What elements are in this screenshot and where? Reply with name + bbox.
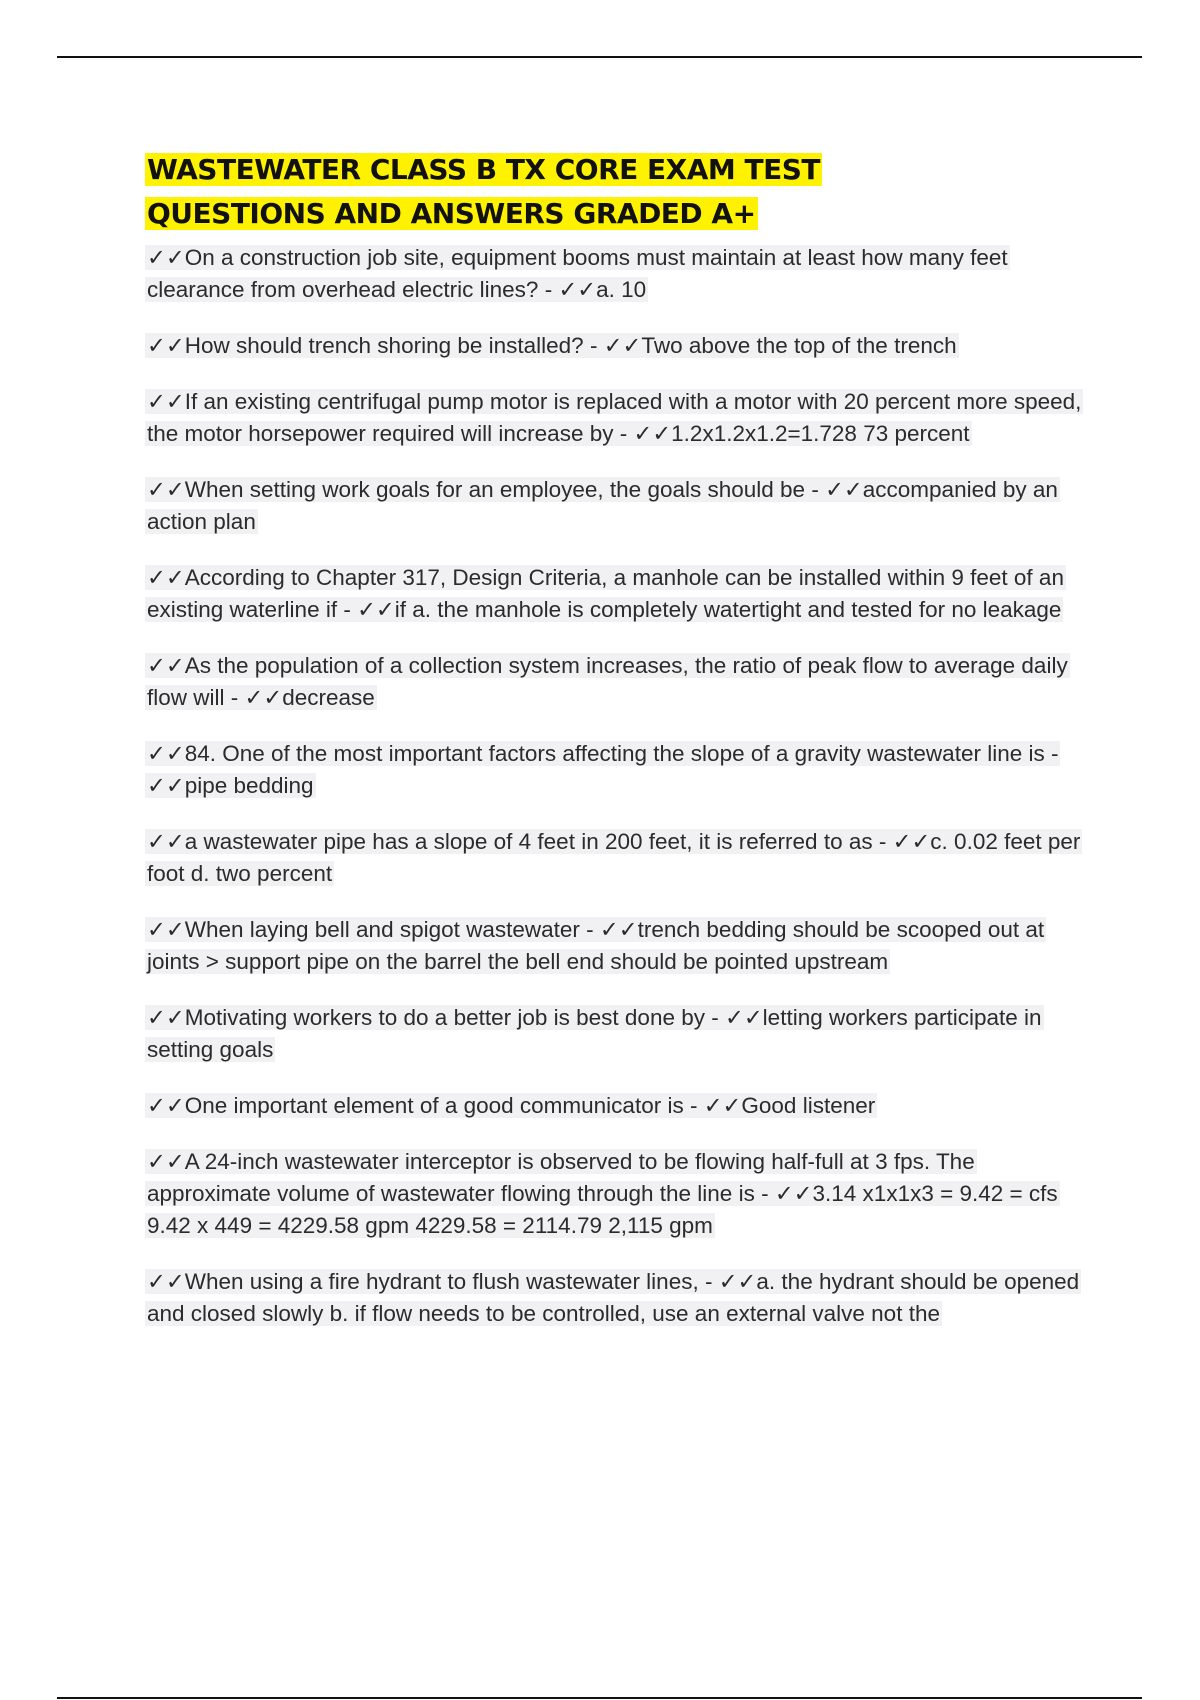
footer-rule [57,1697,1142,1699]
qa-item: ✓✓Motivating workers to do a better job is best done by - ✓✓letting workers participate in setting goals [147,1005,1042,1062]
document-body [145,148,1095,1354]
qa-item: ✓✓As the population of a collection system increases, the ratio of peak flow to average daily flow will - ✓✓decrease [147,653,1068,710]
qa-item: ✓✓a wastewater pipe has a slope of 4 feet in 200 feet, it is referred to as - ✓✓c. 0.02 feet per foot d. two percent [147,829,1081,886]
document-title [145,148,1095,236]
qa-item: ✓✓How should trench shoring be installed? - ✓✓Two above the top of the trench [147,333,957,358]
qa-item: ✓✓According to Chapter 317, Design Criteria, a manhole can be installed within 9 feet of an existing waterline if - ✓✓if a. the manhole is completely watertight and tested for no leakage [147,565,1064,622]
qa-item: ✓✓84. One of the most important factors affecting the slope of a gravity wastewater line is - ✓✓pipe bedding [147,741,1059,798]
qa-item: ✓✓One important element of a good communicator is - ✓✓Good listener [147,1093,876,1118]
header-rule [57,56,1142,58]
qa-item: ✓✓On a construction job site, equipment booms must maintain at least how many feet clearance from overhead electric lines? - ✓✓a. 10 [147,245,1008,302]
title-line-1: WASTEWATER CLASS B TX CORE EXAM TEST [147,153,821,186]
qa-item: ✓✓A 24-inch wastewater interceptor is observed to be flowing half-full at 3 fps. The approximate volume of wastewater flowing through the line is - ✓✓3.14 x1x1x3 = 9.42 = cfs 9.42 x 449 = 4229.58 gpm 4229.58 = 2114.79 2,115 gpm [147,1149,1058,1238]
qa-item: ✓✓When using a fire hydrant to flush wastewater lines, - ✓✓a. the hydrant should be opened and closed slowly b. if flow needs to be controlled, use an external valve not the [147,1269,1080,1326]
qa-item: ✓✓When setting work goals for an employee, the goals should be - ✓✓accompanied by an action plan [147,477,1058,534]
title-line-2: QUESTIONS AND ANSWERS GRADED A+ [147,197,756,230]
qa-item: ✓✓If an existing centrifugal pump motor is replaced with a motor with 20 percent more speed, the motor horsepower required will increase by - ✓✓1.2x1.2x1.2=1.728 73 percent [147,389,1082,446]
qa-item: ✓✓When laying bell and spigot wastewater - ✓✓trench bedding should be scooped out at joints > support pipe on the barrel the bell end should be pointed upstream [147,917,1045,974]
